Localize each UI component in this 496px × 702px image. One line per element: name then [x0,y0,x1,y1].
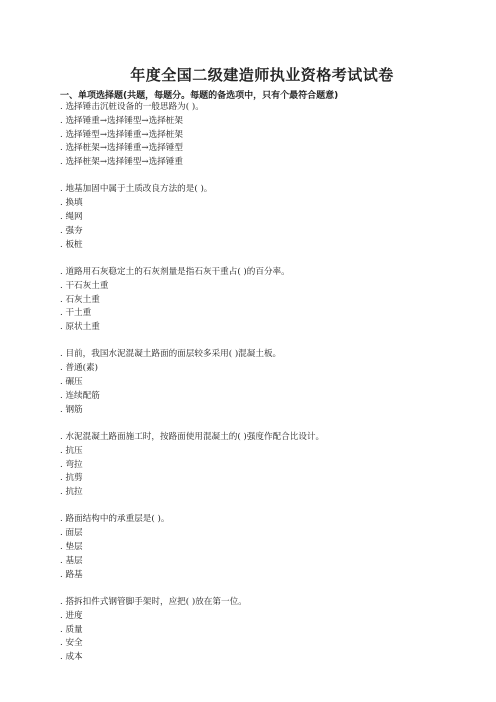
option-d: . 原状土重 [60,322,100,333]
option-d: . 抗拉 [60,487,83,498]
question-list [60,101,460,678]
option-d: . 选择桩架→选择锤型→选择锤重 [60,157,183,168]
question-1 [60,101,460,170]
question-stem: . 道路用石灰稳定土的石灰剂量是指石灰干重占( )的百分率。 [60,266,290,277]
option-c: . 抗剪 [60,473,83,484]
option-c: . 强夯 [60,225,83,236]
question-stem: . 路面结构中的承重层是( )。 [60,514,170,525]
option-b: . 碾压 [60,377,83,388]
question-4 [60,348,460,417]
question-5 [60,431,460,500]
option-c: . 干土重 [60,308,92,319]
option-d: . 钢筋 [60,404,83,415]
question-6 [60,513,460,582]
option-b: . 弯拉 [60,459,83,470]
option-d: . 路基 [60,569,83,580]
option-c: . 连续配筋 [60,390,100,401]
question-stem: . 地基加固中属于土质改良方法的是( )。 [60,184,213,195]
document-title: 年度全国二级建造师执业资格考试试卷 [130,66,394,84]
option-a: . 进度 [60,610,83,621]
option-b: . 绳网 [60,212,83,223]
question-2 [60,183,460,252]
option-a: . 抗压 [60,445,83,456]
section-heading: 一、单项选择题(共题，每题分。每题的备选项中，只有个最符合题意) [60,91,339,101]
option-a: . 普通(素) [60,363,98,374]
option-c: . 选择桩架→选择锤重→选择锤型 [60,143,183,154]
option-a: . 干石灰土重 [60,280,109,291]
option-a: . 选择锤重→选择锤型→选择桩架 [60,115,183,126]
question-stem: . 水泥混凝土路面施工时，按路面使用混凝土的( )强度作配合比设计。 [60,431,325,442]
option-a: . 换填 [60,198,83,209]
question-7 [60,596,460,665]
option-b: . 质量 [60,624,83,635]
question-stem: . 搭拆扣件式钢管脚手架时，应把( )放在第一位。 [60,596,247,607]
option-d: . 板桩 [60,239,83,250]
question-stem: . 选择锤击沉桩设备的一般思路为( )。 [60,102,204,112]
question-stem: . 目前，我国水泥混凝土路面的面层较多采用( )混凝土板。 [60,349,282,360]
option-d: . 成本 [60,652,83,663]
option-c: . 安全 [60,638,83,649]
option-b: . 石灰土重 [60,294,100,305]
option-a: . 面层 [60,528,83,539]
option-c: . 基层 [60,555,83,566]
option-b: . 选择锤型→选择锤重→选择桩架 [60,129,183,140]
question-3 [60,266,460,335]
option-b: . 垫层 [60,542,83,553]
